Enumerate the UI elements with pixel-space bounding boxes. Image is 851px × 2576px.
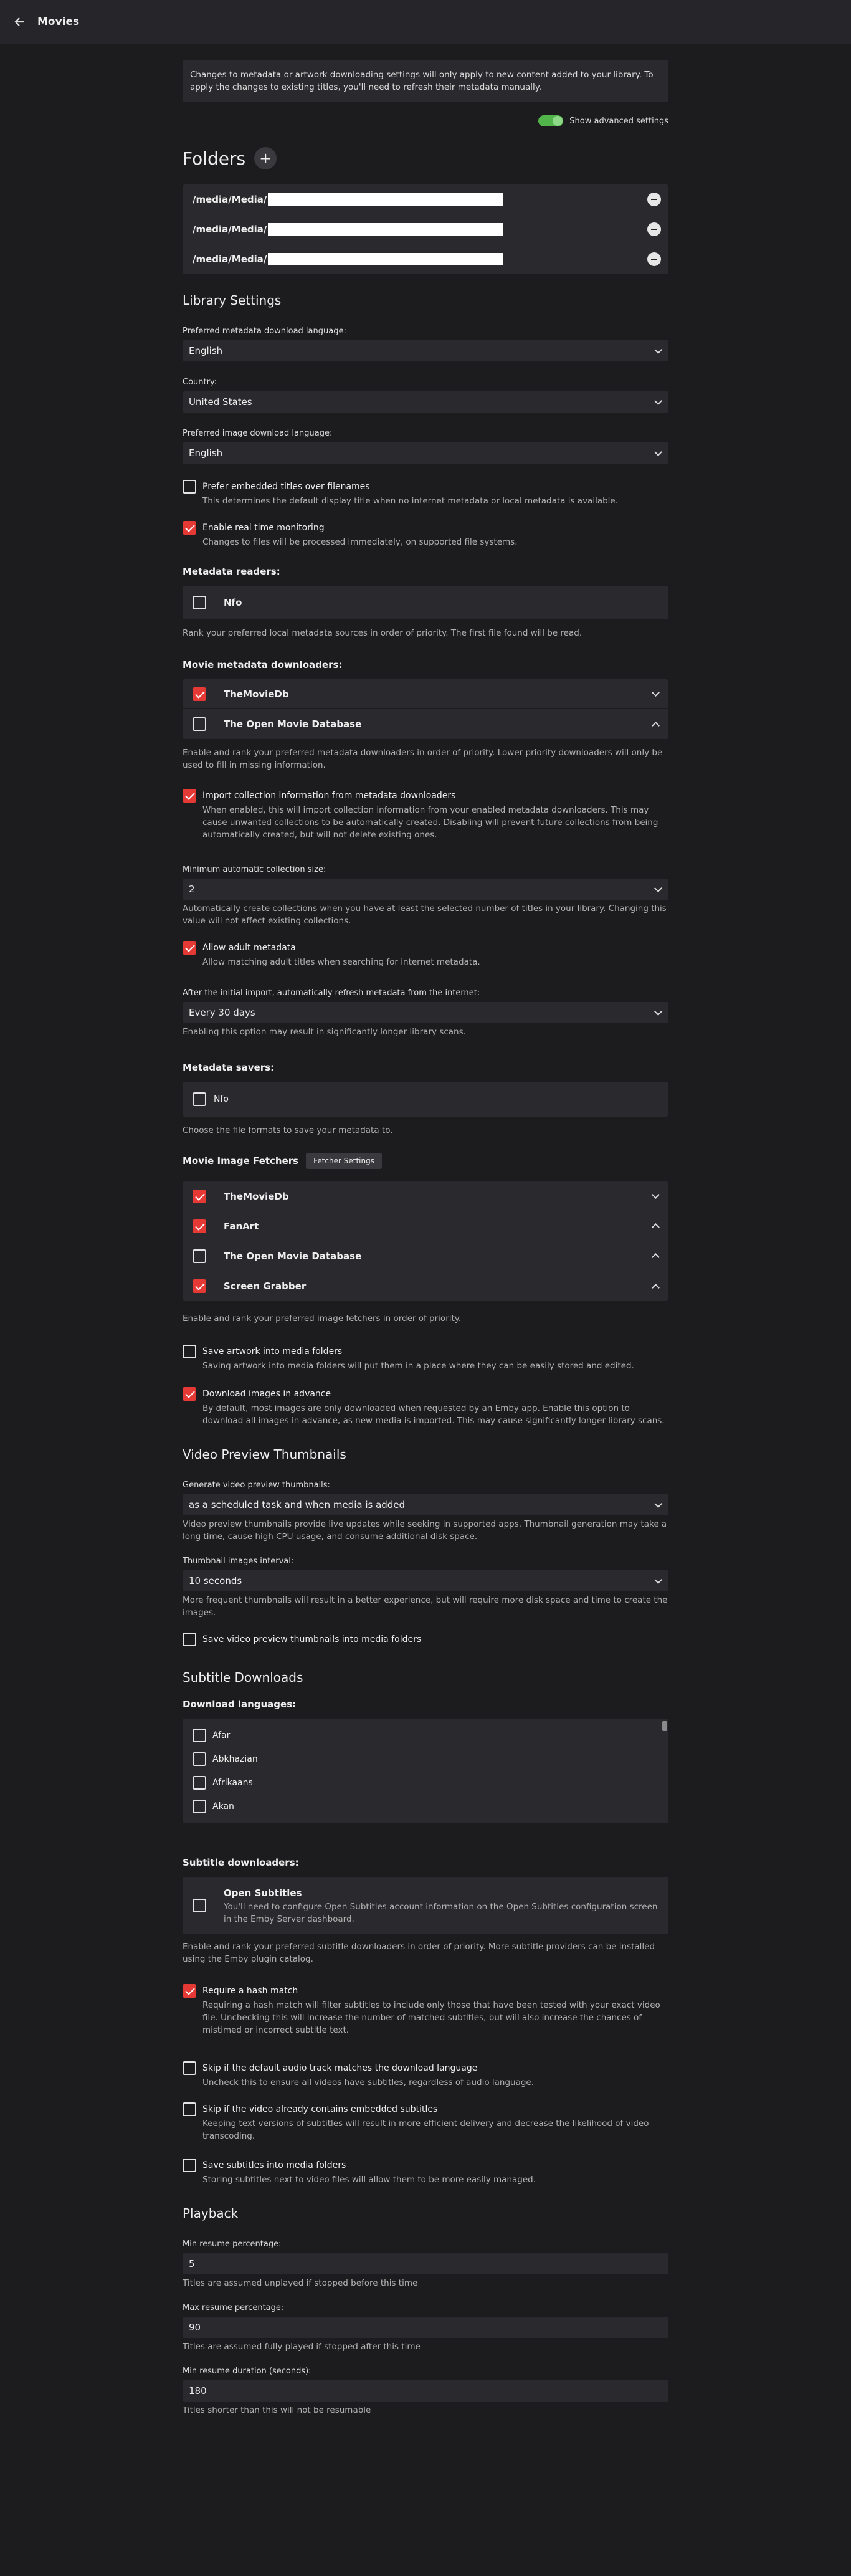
downloader-name: TheMovieDb — [224, 688, 289, 700]
skip-embedded-row — [183, 2102, 668, 2142]
list-item[interactable] — [183, 1747, 668, 1771]
min-duration-label: Min resume duration (seconds): — [183, 2367, 311, 2376]
language-checkbox[interactable] — [193, 1729, 206, 1742]
metadata-savers-title: Metadata savers: — [183, 1062, 275, 1073]
min-resume-help: Titles are assumed unplayed if stopped before this time — [183, 2278, 418, 2288]
chevron-down-icon — [654, 346, 662, 354]
min-resume-input[interactable]: 5 — [183, 2253, 668, 2274]
chevron-down-icon[interactable] — [652, 689, 660, 697]
folder-path: /media/Media/ — [193, 254, 267, 265]
subtitle-downloaders-title: Subtitle downloaders: — [183, 1857, 299, 1868]
settings-content — [183, 44, 668, 2415]
advanced-settings-row — [183, 112, 668, 130]
page-title: Movies — [37, 16, 80, 28]
list-item[interactable] — [183, 1082, 668, 1117]
save-thumbnails-label: Save video preview thumbnails into media folders — [202, 1634, 422, 1644]
fetcher-name: Screen Grabber — [224, 1281, 307, 1292]
image-fetchers-title: Movie Image Fetchers — [183, 1155, 299, 1166]
subtitle-downloads-title: Subtitle Downloads — [183, 1670, 303, 1685]
list-item[interactable] — [183, 1795, 668, 1818]
folder-path: /media/Media/ — [193, 223, 267, 235]
metadata-readers-title: Metadata readers: — [183, 566, 280, 577]
remove-folder-icon[interactable] — [647, 252, 661, 266]
min-duration-help: Titles shorter than this will not be resumable — [183, 2405, 371, 2415]
fetcher-checkbox[interactable] — [193, 1279, 206, 1293]
skip-embedded-desc: Keeping text versions of subtitles will result in more efficient delivery and decrease the likelihood of video transcoding. — [202, 2119, 649, 2141]
language-checkbox[interactable] — [193, 1776, 206, 1790]
prefer-embedded-label: Prefer embedded titles over filenames — [202, 482, 370, 492]
download-images-checkbox[interactable] — [183, 1387, 196, 1401]
redacted-path — [268, 253, 503, 265]
download-languages-title: Download languages: — [183, 1699, 297, 1710]
skip-default-audio-row — [183, 2061, 668, 2089]
metadata-downloaders-title: Movie metadata downloaders: — [183, 659, 343, 670]
thumbnail-interval-help: More frequent thumbnails will result in a better experience, but will require more disk space and time to create the images. — [183, 1595, 668, 1618]
chevron-down-icon — [654, 1008, 662, 1016]
image-language-select[interactable] — [183, 442, 668, 464]
skip-default-audio-checkbox[interactable] — [183, 2061, 196, 2075]
back-arrow-icon[interactable] — [12, 14, 27, 29]
save-subtitles-row — [183, 2159, 668, 2186]
hash-match-desc: Requiring a hash match will filter subtitles to include only those that have been tested with your exact video file. Unchecking this will increase the number of matched subtitles, but will also increase the chances of mistimed or incorrect subtitle text. — [202, 2000, 660, 2035]
hash-match-checkbox[interactable] — [183, 1984, 196, 1998]
fetcher-name: TheMovieDb — [224, 1190, 289, 1202]
list-item[interactable] — [183, 1271, 668, 1301]
chevron-up-icon[interactable] — [652, 1253, 660, 1261]
generate-thumbnails-label: Generate video preview thumbnails: — [183, 1481, 330, 1490]
save-artwork-desc: Saving artwork into media folders will put them in a place where they can be easily stored and edited. — [202, 1361, 634, 1371]
downloader-checkbox[interactable] — [193, 687, 206, 701]
country-label: Country: — [183, 378, 217, 387]
refresh-label: After the initial import, automatically refresh metadata from the internet: — [183, 988, 480, 998]
list-item[interactable] — [183, 709, 668, 739]
fetcher-name: The Open Movie Database — [224, 1250, 362, 1262]
metadata-readers-help: Rank your preferred local metadata sources in order of priority. The first file found will be read. — [183, 628, 582, 638]
chevron-up-icon[interactable] — [652, 722, 660, 730]
refresh-select[interactable] — [183, 1002, 668, 1023]
folder-row[interactable] — [183, 184, 668, 214]
folder-row[interactable] — [183, 244, 668, 274]
folder-path: /media/Media/ — [193, 193, 267, 205]
language-checkbox[interactable] — [193, 1752, 206, 1766]
generate-thumbnails-value: as a scheduled task and when media is added — [189, 1499, 406, 1510]
thumbnail-interval-value: 10 seconds — [189, 1575, 242, 1586]
generate-thumbnails-select[interactable] — [183, 1494, 668, 1515]
folders-title: Folders — [183, 148, 246, 169]
subtitle-downloaders-help: Enable and rank your preferred subtitle downloaders in order of priority. More subtitle providers can be installed using the Emby plugin catalog. — [183, 1942, 655, 1964]
save-artwork-label: Save artwork into media folders — [202, 1347, 343, 1357]
refresh-help: Enabling this option may result in significantly longer library scans. — [183, 1027, 466, 1037]
hash-match-row — [183, 1984, 668, 2036]
subtitle-downloader-desc: You'll need to configure Open Subtitles account information on the Open Subtitles configuration screen in the Emby Server dashboard. — [224, 1902, 658, 1924]
playback-title: Playback — [183, 2206, 239, 2221]
download-images-desc: By default, most images are only downloaded when requested by an Emby app. Enable this option to download all images in advance, as new media is imported. This may cause significantly longer library scans. — [202, 1403, 665, 1426]
import-collections-row — [183, 789, 668, 841]
import-collections-checkbox[interactable] — [183, 789, 196, 803]
skip-embedded-label: Skip if the video already contains embedded subtitles — [202, 2104, 438, 2114]
notice-banner: Changes to metadata or artwork downloading settings will only apply to new content added to your library. To apply the changes to existing titles, you'll need to refresh their metadata manually. — [183, 60, 668, 102]
image-fetchers-help: Enable and rank your preferred image fetchers in order of priority. — [183, 1314, 462, 1324]
remove-folder-icon[interactable] — [647, 222, 661, 236]
metadata-savers-list — [183, 1082, 668, 1117]
language-name: Afrikaans — [212, 1778, 253, 1788]
import-collections-label: Import collection information from metadata downloaders — [202, 791, 456, 801]
chevron-down-icon — [654, 1576, 662, 1584]
download-images-label: Download images in advance — [202, 1389, 331, 1399]
adult-metadata-label: Allow adult metadata — [202, 943, 296, 953]
metadata-downloaders-help: Enable and rank your preferred metadata downloaders in order of priority. Lower priority downloaders will only be used to fill in missing information. — [183, 748, 663, 770]
country-value: United States — [189, 396, 252, 408]
import-collections-desc: When enabled, this will import collection information from your enabled metadata downloaders. This may cause unwanted collections to be automatically created. Disabling will prevent future collections from being automatically created, but will not delete existing ones. — [202, 805, 658, 840]
save-artwork-row — [183, 1345, 668, 1372]
metadata-language-value: English — [189, 345, 223, 356]
remove-folder-icon[interactable] — [647, 193, 661, 206]
min-collection-value: 2 — [189, 884, 195, 895]
generate-thumbnails-help: Video preview thumbnails provide live updates while seeking in supported apps. Thumbnail generation may take a long time, cause high CPU usage, and consume additional disk space. — [183, 1519, 667, 1542]
list-item[interactable] — [183, 1181, 668, 1211]
realtime-monitoring-desc: Changes to files will be processed immediately, on supported file systems. — [202, 537, 518, 547]
thumbnail-interval-select[interactable] — [183, 1570, 668, 1591]
min-resume-label: Min resume percentage: — [183, 2240, 282, 2249]
chevron-up-icon[interactable] — [652, 1284, 660, 1292]
subtitle-downloader-name: Open Subtitles — [224, 1887, 302, 1899]
downloader-name: The Open Movie Database — [224, 718, 362, 730]
reader-checkbox[interactable] — [193, 596, 206, 609]
adult-metadata-desc: Allow matching adult titles when searching for internet metadata. — [202, 957, 480, 967]
saver-checkbox[interactable] — [193, 1092, 206, 1106]
subtitle-downloader-checkbox[interactable] — [193, 1899, 206, 1912]
prefer-embedded-checkbox[interactable] — [183, 480, 196, 494]
max-resume-help: Titles are assumed fully played if stopped after this time — [183, 2342, 421, 2352]
image-language-label: Preferred image download language: — [183, 429, 333, 438]
fetcher-checkbox[interactable] — [193, 1219, 206, 1233]
scrollbar[interactable] — [662, 1721, 667, 1731]
min-collection-label: Minimum automatic collection size: — [183, 865, 326, 874]
chevron-down-icon — [654, 448, 662, 456]
prefer-embedded-row — [183, 480, 668, 507]
skip-default-audio-label: Skip if the default audio track matches the download language — [202, 2063, 478, 2073]
realtime-monitoring-checkbox[interactable] — [183, 521, 196, 535]
metadata-language-select[interactable] — [183, 340, 668, 361]
list-item[interactable] — [183, 1771, 668, 1795]
download-images-row — [183, 1387, 668, 1427]
metadata-downloaders-list — [183, 679, 668, 739]
top-bar — [0, 0, 851, 44]
prefer-embedded-desc: This determines the default display title when no internet metadata or local metadata is available. — [202, 496, 619, 506]
list-item[interactable] — [183, 1724, 668, 1747]
fetcher-settings-button[interactable]: Fetcher Settings — [306, 1153, 382, 1169]
min-collection-select[interactable] — [183, 879, 668, 900]
fetcher-checkbox[interactable] — [193, 1249, 206, 1263]
save-subtitles-desc: Storing subtitles next to video files will allow them to be more easily managed. — [202, 2175, 536, 2185]
folders-header — [183, 147, 668, 169]
list-item[interactable] — [183, 1241, 668, 1271]
list-item[interactable] — [183, 1211, 668, 1241]
save-thumbnails-checkbox[interactable] — [183, 1633, 196, 1646]
download-languages-list — [183, 1719, 668, 1823]
max-resume-input[interactable]: 90 — [183, 2317, 668, 2338]
subtitle-downloaders-list — [183, 1877, 668, 1934]
min-duration-input[interactable]: 180 — [183, 2380, 668, 2402]
save-subtitles-label: Save subtitles into media folders — [202, 2160, 346, 2170]
folder-row[interactable] — [183, 214, 668, 244]
chevron-up-icon[interactable] — [652, 1223, 660, 1231]
language-name: Abkhazian — [212, 1754, 258, 1764]
thumbnail-interval-label: Thumbnail images interval: — [183, 1557, 294, 1566]
library-settings-title: Library Settings — [183, 293, 282, 308]
redacted-path — [268, 193, 503, 206]
realtime-monitoring-label: Enable real time monitoring — [202, 523, 325, 533]
fetcher-checkbox[interactable] — [193, 1190, 206, 1203]
reader-name: Nfo — [224, 597, 242, 608]
adult-metadata-row — [183, 941, 668, 968]
folder-list — [183, 184, 668, 274]
redacted-path — [268, 223, 503, 236]
saver-name: Nfo — [214, 1094, 229, 1104]
refresh-value: Every 30 days — [189, 1007, 255, 1018]
chevron-down-icon — [654, 1500, 662, 1508]
list-item[interactable] — [183, 586, 668, 619]
hash-match-label: Require a hash match — [202, 1986, 298, 1996]
list-item[interactable] — [183, 679, 668, 709]
save-artwork-checkbox[interactable] — [183, 1345, 196, 1358]
metadata-readers-list — [183, 586, 668, 619]
downloader-checkbox[interactable] — [193, 717, 206, 731]
max-resume-label: Max resume percentage: — [183, 2303, 284, 2312]
list-item[interactable] — [183, 1877, 668, 1934]
adult-metadata-checkbox[interactable] — [183, 941, 196, 955]
language-name: Akan — [212, 1801, 234, 1811]
language-checkbox[interactable] — [193, 1800, 206, 1813]
chevron-down-icon — [654, 397, 662, 405]
country-select[interactable] — [183, 391, 668, 413]
skip-default-audio-desc: Uncheck this to ensure all videos have subtitles, regardless of audio language. — [202, 2077, 535, 2087]
save-thumbnails-row — [183, 1633, 668, 1646]
video-preview-title: Video Preview Thumbnails — [183, 1447, 346, 1462]
chevron-down-icon — [654, 884, 662, 892]
image-language-value: English — [189, 447, 223, 459]
metadata-language-label: Preferred metadata download language: — [183, 327, 346, 336]
language-name: Afar — [212, 1730, 231, 1740]
realtime-monitoring-row — [183, 521, 668, 548]
skip-embedded-checkbox[interactable] — [183, 2102, 196, 2116]
fetcher-name: FanArt — [224, 1220, 259, 1232]
save-subtitles-checkbox[interactable] — [183, 2159, 196, 2172]
image-fetchers-list — [183, 1181, 668, 1301]
advanced-settings-label: Show advanced settings — [569, 116, 668, 126]
image-fetchers-header — [183, 1153, 668, 1169]
metadata-savers-help: Choose the file formats to save your metadata to. — [183, 1125, 393, 1135]
min-collection-help: Automatically create collections when you have at least the selected number of titles in your library. Changing this value will not affect existing collections. — [183, 904, 667, 926]
advanced-settings-toggle[interactable] — [538, 115, 563, 126]
chevron-down-icon[interactable] — [652, 1191, 660, 1199]
add-folder-button[interactable]: + — [254, 147, 277, 169]
